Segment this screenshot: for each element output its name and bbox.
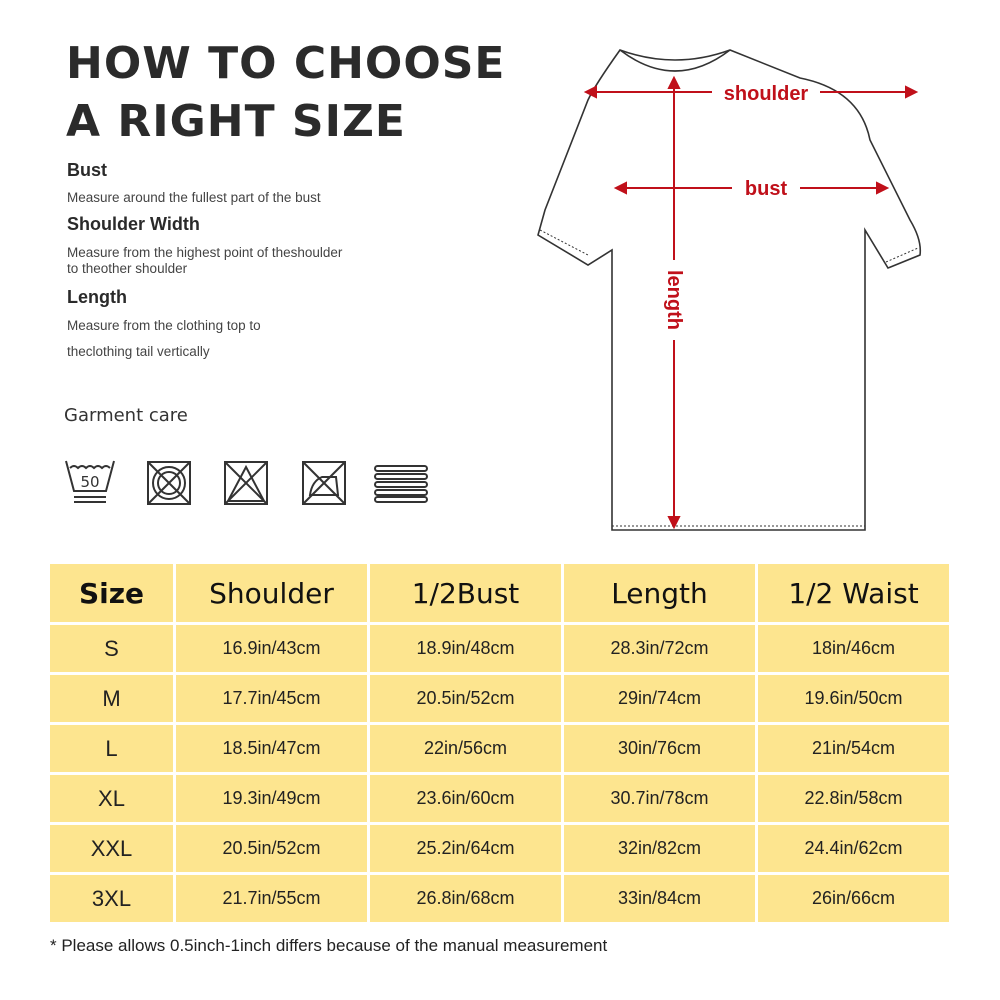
size-cell: XL [50, 775, 173, 822]
table-row [50, 675, 949, 722]
dry-flat-icon [373, 464, 429, 504]
bust-desc: Measure around the fullest part of the bust [67, 190, 321, 205]
table-row [50, 625, 949, 672]
table-cell: 32in/82cm [564, 825, 755, 872]
shoulder-desc-2: to theother shoulder [67, 261, 188, 276]
table-cell: 26in/66cm [758, 875, 949, 922]
bust-heading: Bust [67, 160, 107, 180]
table-cell: 26.8in/68cm [370, 875, 561, 922]
table-row [50, 875, 949, 922]
size-cell: L [50, 725, 173, 772]
table-cell: 28.3in/72cm [564, 625, 755, 672]
shoulder-heading: Shoulder Width [67, 214, 200, 234]
measurement-note: * Please allows 0.5inch-1inch differs because of the manual measurement [50, 936, 608, 955]
size-cell: XXL [50, 825, 173, 872]
shoulder-desc-1: Measure from the highest point of theshoulder [67, 245, 343, 260]
table-row [50, 725, 949, 772]
header-shoulder: Shoulder [176, 564, 367, 622]
table-cell: 23.6in/60cm [370, 775, 561, 822]
tshirt-outline [538, 50, 920, 530]
title-line-1: HOW TO CHOOSE [66, 38, 506, 89]
size-cell: M [50, 675, 173, 722]
table-cell: 22in/56cm [370, 725, 561, 772]
do-not-iron-icon [302, 461, 346, 505]
table-cell: 25.2in/64cm [370, 825, 561, 872]
table-cell: 16.9in/43cm [176, 625, 367, 672]
size-table [47, 561, 952, 925]
table-cell: 30.7in/78cm [564, 775, 755, 822]
length-desc-1: Measure from the clothing top to [67, 318, 261, 333]
table-cell: 19.3in/49cm [176, 775, 367, 822]
length-label: length [663, 270, 685, 330]
do-not-tumble-dry-icon [147, 461, 191, 505]
table-row [50, 775, 949, 822]
shoulder-label: shoulder [723, 83, 809, 105]
title-line-2: A RIGHT SIZE [66, 96, 406, 147]
size-cell: S [50, 625, 173, 672]
header-bust: 1/2Bust [370, 564, 561, 622]
table-cell: 20.5in/52cm [370, 675, 561, 722]
svg-text:50: 50 [80, 473, 100, 491]
table-cell: 18.5in/47cm [176, 725, 367, 772]
bust-label: bust [744, 178, 788, 200]
tshirt-diagram [530, 30, 970, 540]
table-cell: 18.9in/48cm [370, 625, 561, 672]
table-cell: 18in/46cm [758, 625, 949, 672]
table-cell: 21.7in/55cm [176, 875, 367, 922]
table-cell: 20.5in/52cm [176, 825, 367, 872]
table-cell: 33in/84cm [564, 875, 755, 922]
header-waist: 1/2 Waist [758, 564, 949, 622]
table-header-row [50, 564, 949, 622]
table-cell: 19.6in/50cm [758, 675, 949, 722]
table-cell: 30in/76cm [564, 725, 755, 772]
wash-50-icon [64, 458, 116, 506]
table-cell: 24.4in/62cm [758, 825, 949, 872]
table-row [50, 825, 949, 872]
header-length: Length [564, 564, 755, 622]
length-heading: Length [67, 287, 127, 307]
length-desc-2: theclothing tail vertically [67, 344, 210, 359]
table-cell: 22.8in/58cm [758, 775, 949, 822]
do-not-bleach-icon [224, 461, 268, 505]
size-cell: 3XL [50, 875, 173, 922]
measurement-arrows [586, 78, 916, 527]
table-cell: 29in/74cm [564, 675, 755, 722]
garment-care-label: Garment care [64, 405, 188, 426]
header-size: Size [50, 564, 173, 622]
table-cell: 17.7in/45cm [176, 675, 367, 722]
table-cell: 21in/54cm [758, 725, 949, 772]
